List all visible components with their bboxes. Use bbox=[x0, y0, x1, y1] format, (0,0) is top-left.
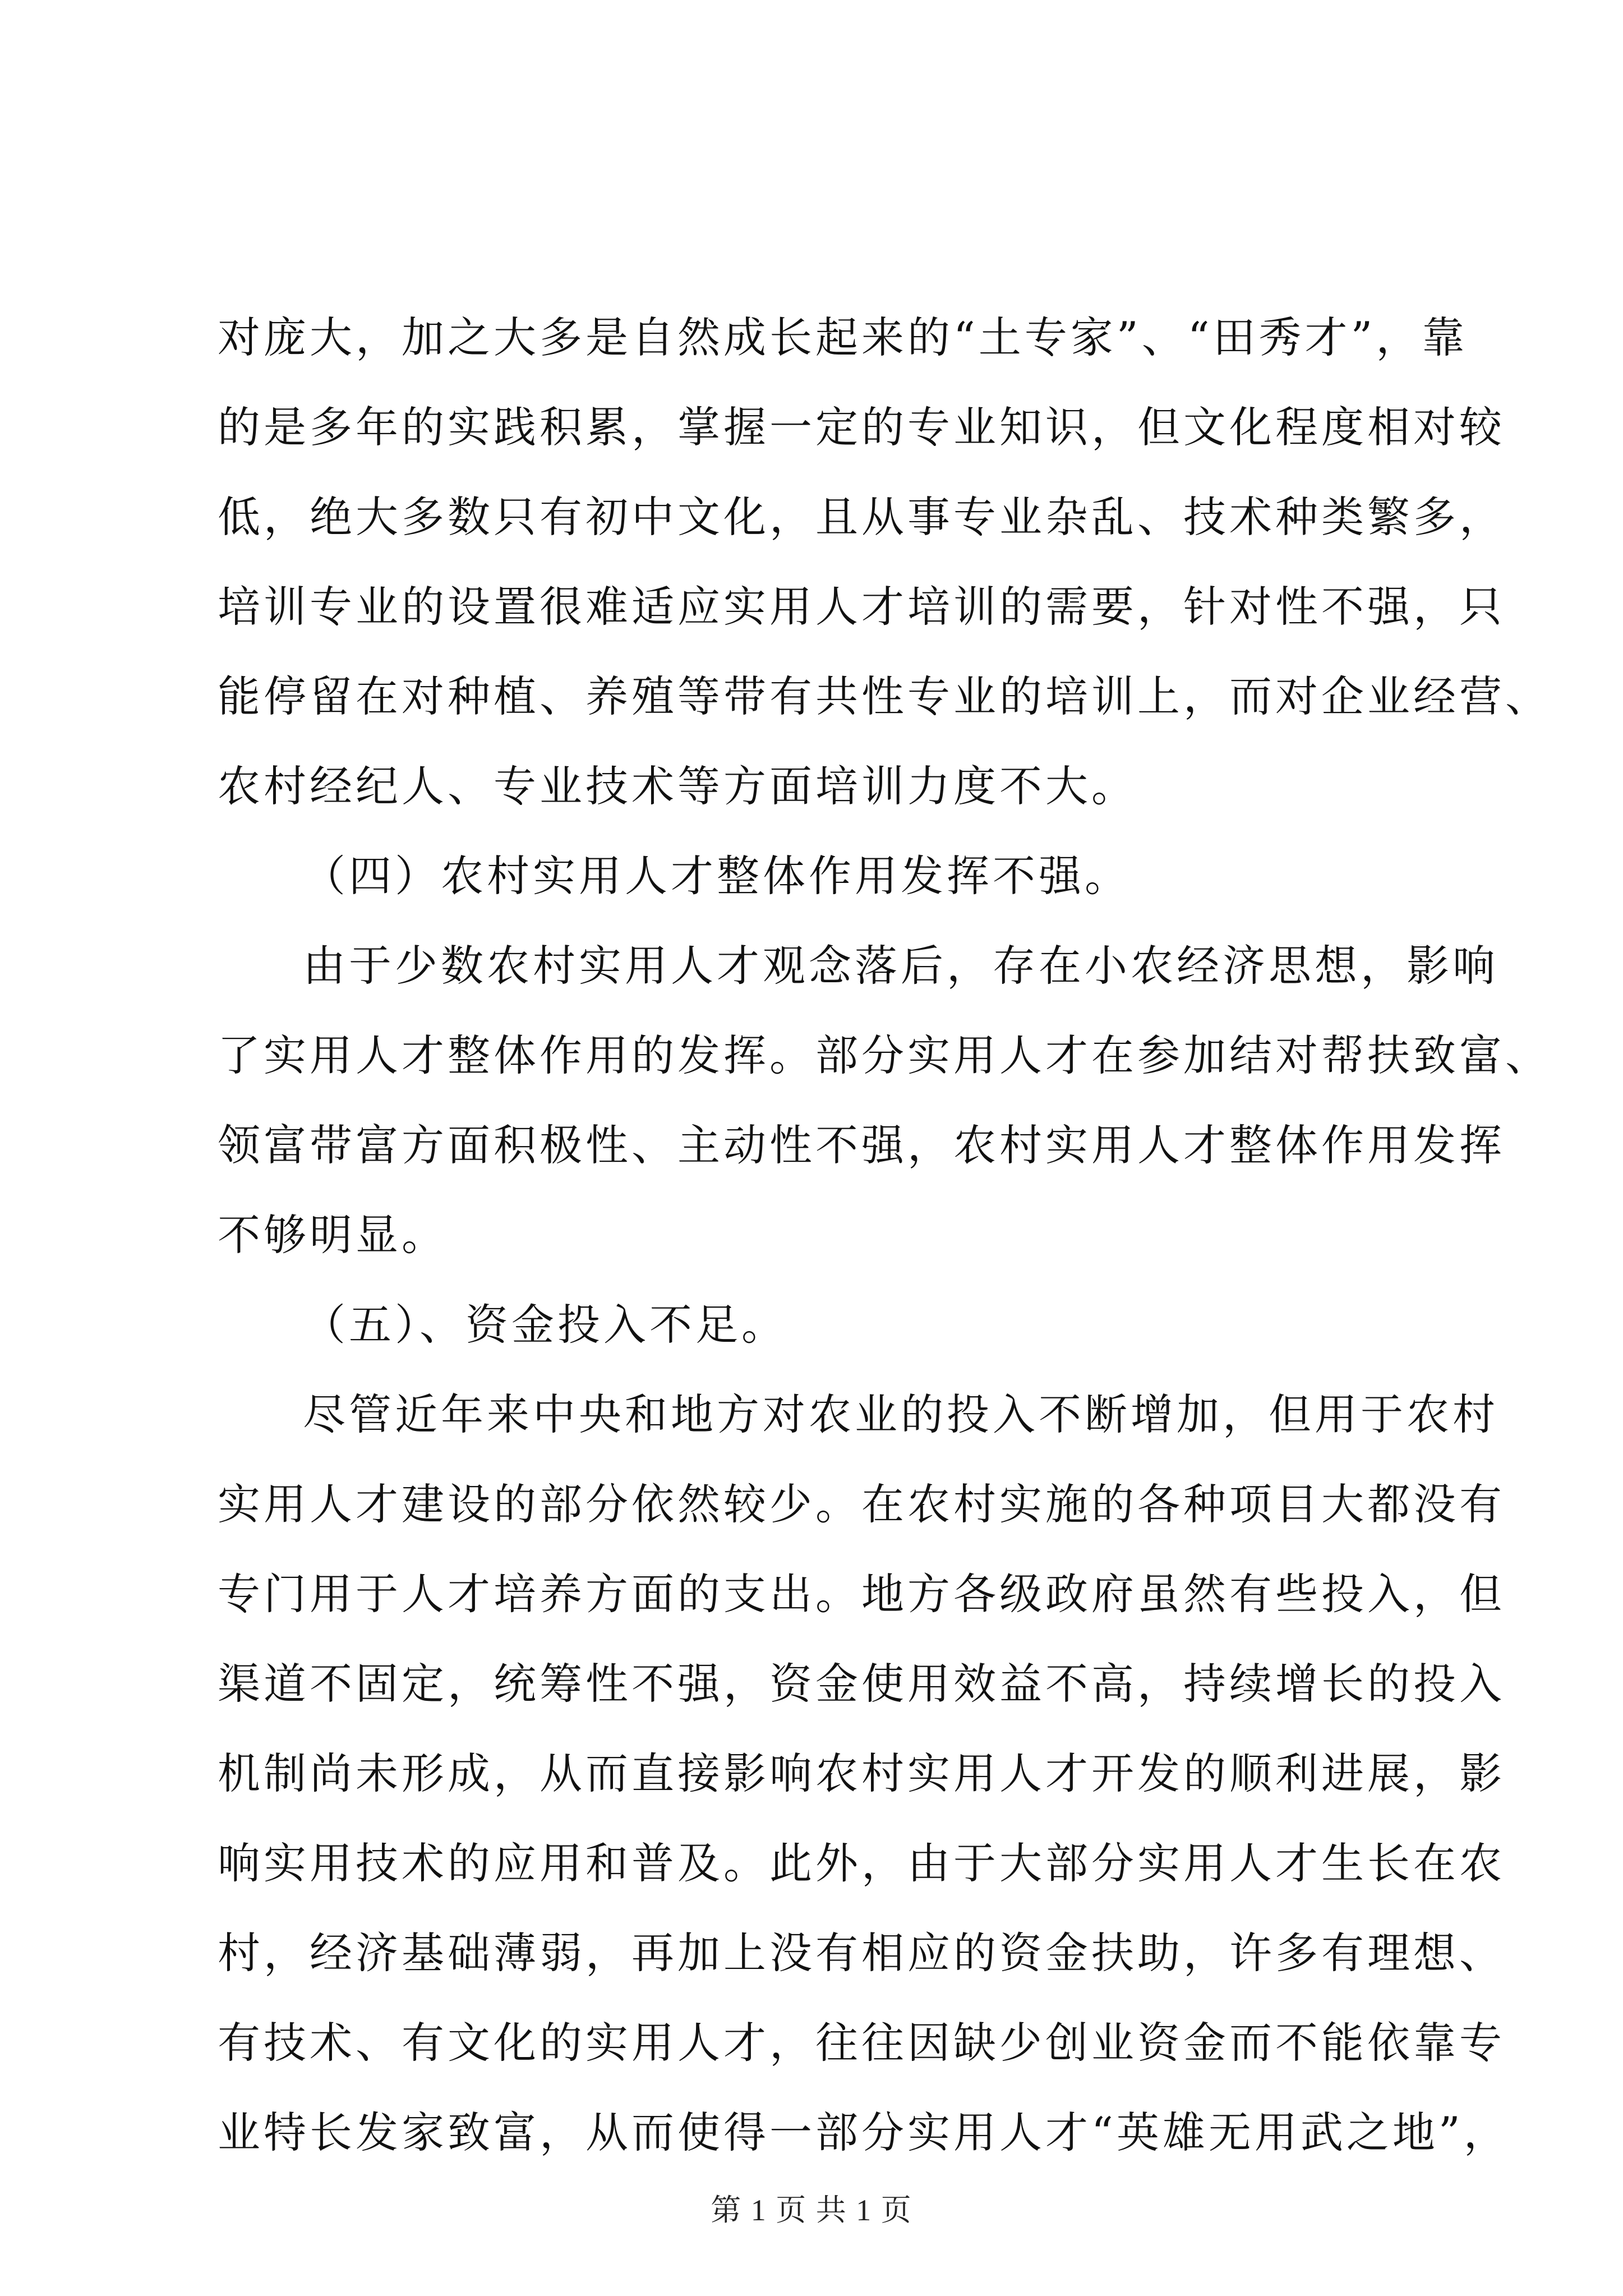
text-line: 机制尚未形成，从而直接影响农村实用人才开发的顺利进展，影 bbox=[218, 1749, 1505, 1798]
text-line: 领富带富方面积极性、主动性不强，农村实用人才整体作用发挥 bbox=[218, 1120, 1505, 1170]
text-line: 培训专业的设置很难适应实用人才培训的需要，针对性不强，只 bbox=[218, 582, 1505, 632]
text-line: 不够明显。 bbox=[218, 1210, 448, 1260]
text-line: 尽管近年来中央和地方对农业的投入不断增加，但用于农村 bbox=[303, 1389, 1498, 1439]
section-heading: （五）、资金投入不足。 bbox=[303, 1300, 787, 1350]
text-line: 的是多年的实践积累，掌握一定的专业知识，但文化程度相对较 bbox=[218, 402, 1505, 452]
text-line: 渠道不固定，统筹性不强，资金使用效益不高，持续增长的投入 bbox=[218, 1659, 1505, 1709]
text-line: 农村经纪人、专业技术等方面培训力度不大。 bbox=[218, 761, 1137, 811]
page-number-footer: 第 1 页 共 1 页 bbox=[711, 2193, 912, 2227]
section-heading: （四）农村实用人才整体作用发挥不强。 bbox=[303, 851, 1131, 901]
text-line: 实用人才建设的部分依然较少。在农村实施的各种项目大都没有 bbox=[218, 1479, 1505, 1529]
text-line: 响实用技术的应用和普及。此外，由于大部分实用人才生长在农 bbox=[218, 1838, 1505, 1888]
text-line: 有技术、有文化的实用人才，往往因缺少创业资金而不能依靠专 bbox=[218, 2018, 1505, 2068]
text-line: 对庞大，加之大多是自然成长起来的“土专家”、“田秀才”，靠 bbox=[218, 312, 1468, 362]
text-line: 业特长发家致富，从而使得一部分实用人才“英雄无用武之地”， bbox=[218, 2108, 1510, 2157]
text-line: 由于少数农村实用人才观念落后，存在小农经济思想，影响 bbox=[303, 941, 1498, 991]
text-line: 能停留在对种植、养殖等带有共性专业的培训上，而对企业经营、 bbox=[218, 671, 1551, 721]
text-line: 了实用人才整体作用的发挥。部分实用人才在参加结对帮扶致富、 bbox=[218, 1030, 1551, 1080]
text-line: 低，绝大多数只有初中文化，且从事专业杂乱、技术种类繁多， bbox=[218, 492, 1505, 542]
text-line: 村，经济基础薄弱，再加上没有相应的资金扶助，许多有理想、 bbox=[218, 1928, 1505, 1978]
text-line: 专门用于人才培养方面的支出。地方各级政府虽然有些投入，但 bbox=[218, 1569, 1505, 1619]
